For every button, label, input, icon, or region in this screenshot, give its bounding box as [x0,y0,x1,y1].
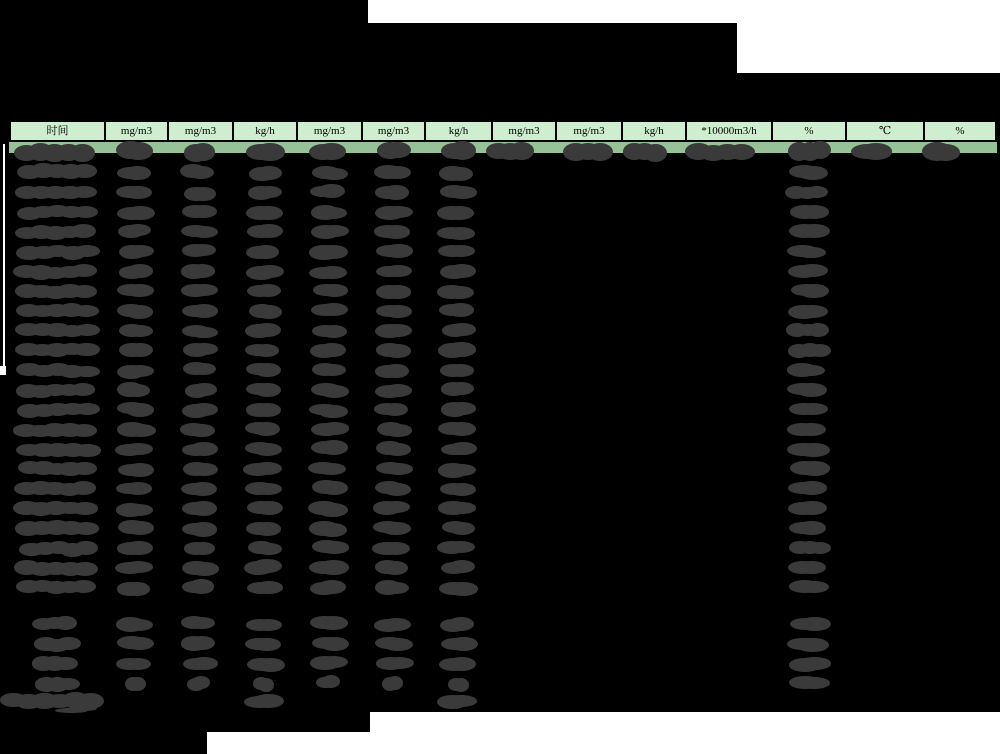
redacted-value [244,695,284,708]
redacted-value [246,363,281,376]
redacted-value [313,284,348,297]
redacted-value [116,618,154,631]
redacted-value [15,225,96,238]
redacted-value [309,143,346,160]
redacted-value [125,678,146,691]
redacted-value [438,245,474,258]
redacted-value [181,617,216,630]
redacted-value [372,542,410,555]
redacted-value [18,462,97,475]
redacted-value [311,422,349,435]
redacted-value [439,167,473,180]
redacted-value [185,384,217,397]
redacted-value [246,522,281,535]
redacted-value [117,284,154,297]
redacted-value [440,618,474,631]
redacted-value [13,502,98,515]
redacted-value [180,165,214,178]
redacted-value [117,383,150,396]
redacted-value [15,285,97,298]
redacted-value [311,442,349,455]
redacted-value [441,561,474,574]
redacted-value [376,285,410,298]
redacted-value [312,541,349,554]
redacted-value [440,364,474,377]
redacted-value [181,264,215,277]
redacted-value [311,384,349,397]
redacted-value [13,265,97,278]
redacted-value [118,463,154,476]
redacted-value [312,637,349,650]
redacted-value [183,658,218,671]
redacted-value [441,402,476,415]
redacted-value [376,265,412,278]
redacted-value [182,523,217,536]
redacted-value [788,142,831,159]
redacted-value [922,143,960,160]
redacted-value [442,522,475,535]
redacted-value [441,382,474,395]
redacted-value [790,462,830,475]
unit-header-cell: 时间 [9,120,106,142]
redacted-value [116,482,152,495]
redacted-value [16,304,99,317]
redacted-value [310,656,348,669]
redacted-value [184,541,215,554]
redacted-value [16,246,100,259]
redacted-value [249,167,282,180]
redacted-value [442,323,476,336]
redacted-value [16,384,96,397]
redacted-value [311,304,348,317]
redacted-value [247,284,280,297]
redacted-value [182,325,218,338]
redacted-value [441,637,478,650]
redacted-value [375,561,408,574]
redacted-value [312,482,349,495]
redacted-value [438,344,476,357]
unit-header-cell: mg/m3 [491,120,557,142]
unit-header-cell: % [923,120,997,142]
redacted-value [184,144,216,161]
unit-header-cell: kg/h [232,120,298,142]
redacted-value [184,186,215,199]
redacted-value [246,245,279,258]
redacted-value [115,442,152,455]
redacted-value [15,324,100,337]
redacted-value [374,403,408,416]
redacted-value [182,304,218,317]
redacted-value [438,501,476,514]
redacted-value [249,305,282,318]
redacted-value [248,542,281,555]
redacted-value [116,657,151,670]
redacted-value [789,676,829,689]
redacted-value [375,323,412,336]
unit-header-cell: mg/m3 [555,120,623,142]
redacted-value [246,144,284,161]
redacted-value [16,364,100,377]
redacted-value [563,143,613,160]
redacted-value [437,226,475,239]
redacted-value [245,324,281,337]
redacted-value [788,344,831,357]
redacted-value [787,383,827,396]
redacted-value [117,637,154,650]
redacted-value [35,677,80,690]
redacted-value [623,143,668,160]
redacted-value [180,423,214,436]
redacted-value [248,186,281,199]
unit-header-cell: mg/m3 [104,120,169,142]
redacted-value [440,482,476,495]
redacted-value [377,423,412,436]
redacted-value [15,186,97,199]
redacted-value [310,344,345,357]
redacted-value [448,677,469,690]
redacted-value [374,225,411,238]
redacted-value [182,244,216,257]
redacted-value [851,142,892,159]
redacted-value [788,502,827,515]
redacted-value [787,422,826,435]
redacted-value [316,676,339,689]
redacted-value [440,265,476,278]
redacted-value [788,482,828,495]
redacted-value [246,383,281,396]
redacted-value [376,442,410,455]
redacted-value [117,305,153,318]
redacted-value [244,561,282,574]
redacted-value [181,483,217,496]
redacted-value [373,501,410,514]
redacted-value [440,186,477,199]
redacted-value [376,305,412,318]
redacted-value [183,343,218,356]
redacted-value [116,143,153,160]
redacted-value [183,363,216,376]
redacted-value [789,402,827,415]
redacted-value [181,225,218,238]
redacted-value [310,185,344,198]
redacted-value [377,142,412,159]
redacted-value [788,561,825,574]
redacted-value [312,364,346,377]
redacted-value [247,658,285,671]
redacted-value [117,206,156,219]
redacted-value [181,284,217,297]
redacted-value [17,404,101,417]
redacted-value [183,463,218,476]
redacted-value [182,562,219,575]
redacted-value [182,581,214,594]
unit-header-cell: mg/m3 [296,120,363,142]
redacted-value [243,463,282,476]
redacted-value [310,581,346,594]
redacted-value [15,522,99,535]
redacted-value [789,165,827,178]
unit-header-cell: mg/m3 [167,120,234,142]
redacted-value [117,364,154,377]
redacted-value [117,424,156,437]
redacted-value [16,581,97,594]
unit-header-cell: *10000m3/h [685,120,773,142]
redacted-value [310,617,348,630]
redacted-value [14,144,95,161]
redacted-value [32,617,77,630]
redacted-value [182,443,218,456]
redacted-value [437,541,475,554]
redacted-value [118,224,152,237]
redacted-value [119,246,154,259]
redacted-value [373,521,411,534]
redacted-value [486,143,535,160]
unit-header-cell: mg/m3 [361,120,426,142]
redacted-value [0,693,104,708]
redacted-value [312,325,347,338]
redacted-value [253,678,274,691]
redacted-value [117,541,153,554]
redacted-value [116,186,152,199]
redacted-value [786,324,829,337]
redacted-value [245,442,282,455]
redacted-value [437,285,474,298]
redacted-value [312,167,347,180]
redacted-value [309,523,347,536]
redacted-value [787,638,829,651]
redacted-value [788,305,828,318]
redacted-value [182,404,218,417]
redacted-value [309,245,347,258]
redacted-value [375,186,409,199]
redacted-value [376,657,413,670]
redacted-value [32,657,78,670]
redacted-value [375,482,412,495]
redacted-value [375,581,409,594]
redacted-value [789,541,832,554]
redacted-value [439,582,478,595]
redacted-value [439,304,474,317]
redacted-value [245,422,280,435]
redacted-value [382,677,403,690]
redacted-value [182,502,217,515]
redacted-value [785,187,828,200]
redacted-value [441,142,476,159]
redacted-value [789,522,826,535]
redacted-value [309,266,347,279]
redacted-value [374,618,411,631]
redacted-value [308,503,347,516]
redacted-value [182,205,217,218]
redacted-value [119,265,153,278]
redacted-value [247,225,284,238]
redacted-value [790,206,830,219]
redacted-value [375,206,413,219]
redacted-value [19,542,98,555]
redacted-value [376,344,411,357]
redacted-value [181,636,215,649]
redacted-value [14,482,96,495]
redacted-value [246,265,284,278]
redacted-value [685,144,754,161]
redacted-value [118,521,154,534]
redacted-value [55,707,97,712]
redacted-value [308,462,346,475]
redacted-value [245,483,281,496]
redacted-value [187,677,210,690]
redacted-value [117,166,151,179]
unit-header-cell: ℃ [845,120,925,142]
redacted-value [247,581,282,594]
redacted-value [117,403,153,416]
redacted-value [790,618,832,631]
redacted-value [437,206,475,219]
redacted-value [245,638,280,651]
redacted-value [441,442,476,455]
redacted-value [14,562,98,575]
redacted-value [788,265,828,278]
redacted-value [16,443,100,456]
redacted-value [34,638,81,651]
redacted-value [375,384,412,397]
redacted-value [309,561,349,574]
redacted-value [117,582,151,595]
redacted-value [309,404,347,417]
redacted-value [246,618,282,631]
redacted-value [437,695,477,708]
redacted-value [17,165,97,178]
redacted-value [246,403,281,416]
unit-header-cell: kg/h [621,120,687,142]
redacted-value [116,503,153,516]
redacted-value [439,658,476,671]
redacted-value [376,462,413,475]
redacted-value [15,343,100,356]
redacted-value [787,363,825,376]
redacted-value [375,637,413,650]
redacted-value [13,424,98,437]
redacted-value [311,226,349,239]
redacted-value [247,501,284,514]
redacted-value [789,580,829,593]
redacted-value [119,324,153,337]
redacted-value [119,343,153,356]
unit-header-cell: % [771,120,847,142]
redacted-value [246,206,283,219]
redacted-value [17,206,98,219]
redacted-value [787,245,826,258]
redacted-value [438,422,476,435]
redacted-value [789,658,831,671]
redacted-value [438,463,476,476]
redacted-value [789,224,830,237]
redacted-value [374,166,410,179]
redacted-value [376,244,413,257]
redacted-value [791,284,830,297]
redacted-value [375,364,408,377]
redacted-value [115,561,153,574]
unit-header-cell: kg/h [424,120,493,142]
redacted-value [245,344,279,357]
redacted-value [787,443,829,456]
redacted-value [311,206,348,219]
